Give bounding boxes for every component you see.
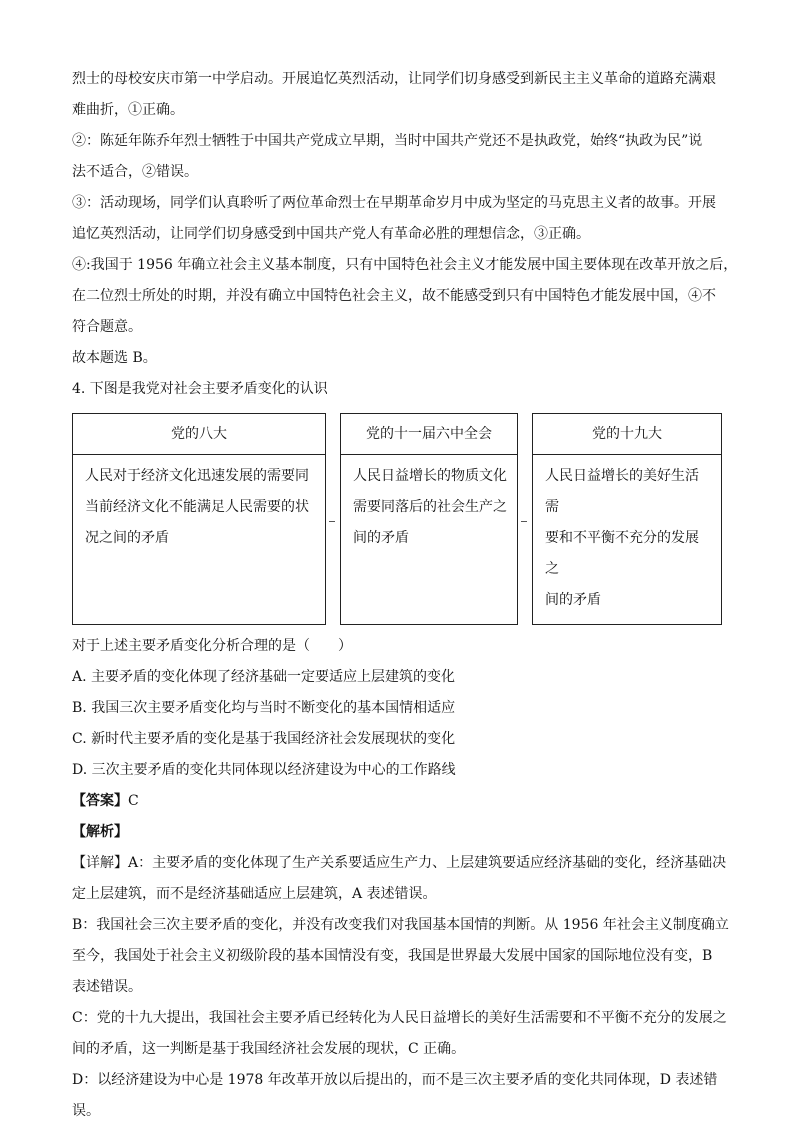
box-line: 要和不平衡不充分的发展之 xyxy=(545,530,699,577)
box-head: 党的十一届六中全会 xyxy=(341,414,517,455)
box-body xyxy=(533,455,721,624)
connector-dash xyxy=(521,521,527,522)
analysis-line: 定上层建筑，而不是经济基础适应上层建筑，A 表述错误。 xyxy=(72,886,437,902)
document-page xyxy=(72,64,738,1127)
text-line: ④:我国于 1956 年确立社会主义基本制度，只有中国特色社会主义才能发展中国主要体现在改革开放之后， xyxy=(72,257,738,273)
box-line: 间的矛盾 xyxy=(545,592,601,608)
box-head: 党的八大 xyxy=(73,414,325,455)
analysis-line: 【详解】A：主要矛盾的变化体现了生产关系要适应生产力、上层建筑要适应经济基础的变化，经济基础决 xyxy=(72,855,727,871)
text-line: 符合题意。 xyxy=(72,319,142,335)
box-body xyxy=(341,455,517,562)
answer-line xyxy=(72,786,738,817)
option-d: D. 三次主要矛盾的变化共同体现以经济建设为中心的工作路线 xyxy=(72,762,456,778)
text-line: ③：活动现场，同学们认真聆听了两位革命烈士在早期革命岁月中成为坚定的马克思主义者的故事。开展 xyxy=(72,195,716,211)
box-line: 当前经济文化不能满足人民需要的状 xyxy=(85,499,309,515)
analysis-line: 表述错误。 xyxy=(72,979,142,995)
option-b: B. 我国三次主要矛盾变化均与当时不断变化的基本国情相适应 xyxy=(72,700,456,716)
text-line: 难曲折，①正确。 xyxy=(72,102,184,118)
text-line: ②：陈延年陈乔年烈士牺牲于中国共产党成立早期，当时中国共产党还不是执政党，始终“执政为民”说 xyxy=(72,133,703,149)
analysis-label xyxy=(72,817,738,848)
analysis-line: 至今，我国处于社会主义初级阶段的基本国情没有变，我国是世界最大发展中国家的国际地位没有变，B xyxy=(72,948,713,964)
box-nineteenth-congress xyxy=(532,413,722,625)
box-sixth-plenary xyxy=(340,413,518,625)
contradiction-diagram xyxy=(72,413,738,625)
analysis-body xyxy=(72,848,738,1127)
text-line: 追忆英烈活动，让同学们切身感受到中国共产党人有革命必胜的理想信念，③正确。 xyxy=(72,226,590,242)
text-line: 在二位烈士所处的时期，并没有确立中国特色社会主义，故不能感受到只有中国特色才能发展中国，④不 xyxy=(72,288,716,304)
previous-question-explanation xyxy=(72,64,738,374)
question-stem: 对于上述主要矛盾变化分析合理的是（ ） xyxy=(72,638,352,654)
analysis-line: B：我国社会三次主要矛盾的变化，并没有改变我们对我国基本国情的判断。从 1956 年社会主义制度确立 xyxy=(72,917,729,933)
question-title: 4. 下图是我党对社会主要矛盾变化的认识 xyxy=(72,381,328,397)
box-line: 况之间的矛盾 xyxy=(85,530,169,546)
text-line: 烈士的母校安庆市第一中学启动。开展追忆英烈活动，让同学们切身感受到新民主主义革命的道路充满艰 xyxy=(72,71,716,87)
answer-value: C xyxy=(128,793,139,809)
answer-label: 【答案】 xyxy=(72,793,128,809)
box-body xyxy=(73,455,325,562)
box-head: 党的十九大 xyxy=(533,414,721,455)
analysis-line: D：以经济建设为中心是 1978 年改革开放以后提出的，而不是三次主要矛盾的变化共同体现，D 表述错误。 xyxy=(72,1072,718,1119)
analysis-line: C：党的十九大提出，我国社会主要矛盾已经转化为人民日益增长的美好生活需要和不平衡不充分的发展之 xyxy=(72,1010,727,1026)
box-line: 人民对于经济文化迅速发展的需要同 xyxy=(85,468,309,484)
box-line: 需要同落后的社会生产之 xyxy=(353,499,507,515)
analysis-label-text: 【解析】 xyxy=(72,824,128,840)
box-line: 间的矛盾 xyxy=(353,530,409,546)
option-c: C. 新时代主要矛盾的变化是基于我国经济社会发展现状的变化 xyxy=(72,731,456,747)
text-line: 法不适合，②错误。 xyxy=(72,164,198,180)
analysis-line: 间的矛盾，这一判断是基于我国经济社会发展的现状，C 正确。 xyxy=(72,1041,466,1057)
option-a: A. 主要矛盾的变化体现了经济基础一定要适应上层建筑的变化 xyxy=(72,669,456,685)
box-line: 人民日益增长的物质文化 xyxy=(353,468,507,484)
box-line: 人民日益增长的美好生活需 xyxy=(545,468,699,515)
connector-dash xyxy=(329,521,335,522)
text-line: 故本题选 B。 xyxy=(72,350,157,366)
box-eighth-congress xyxy=(72,413,326,625)
